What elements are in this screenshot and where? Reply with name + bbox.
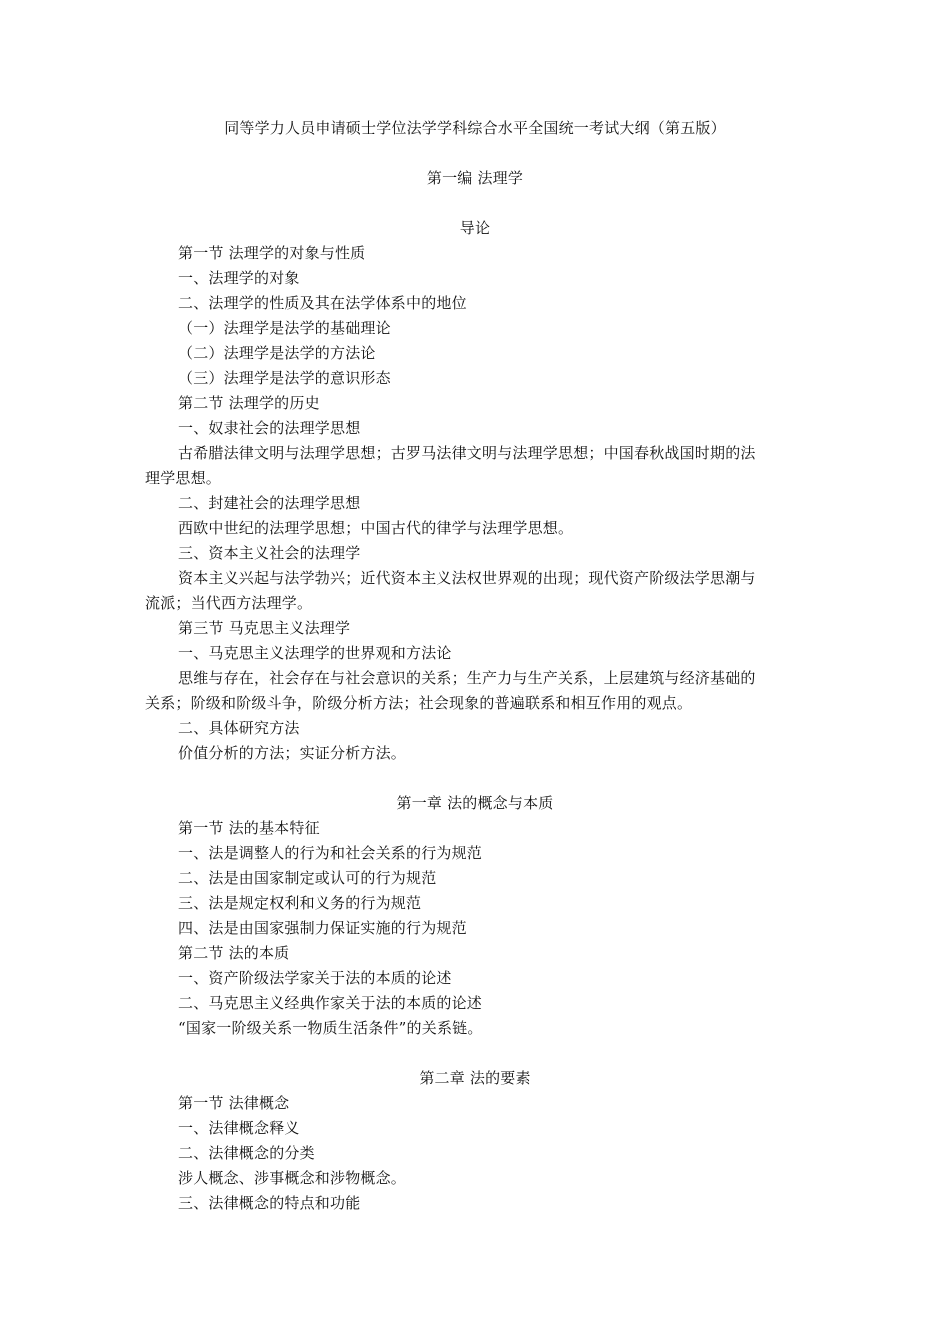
paragraph-line: 流派；当代西方法理学。 [145, 594, 313, 612]
section-title: 第二节 法的本质 [178, 944, 290, 962]
section-title: 第一节 法的基本特征 [178, 819, 320, 837]
section-title: 第一节 法律概念 [178, 1094, 290, 1112]
section-title: 第一节 法理学的对象与性质 [178, 244, 366, 262]
outline-item: 三、资本主义社会的法理学 [178, 544, 361, 562]
outline-subitem: （一）法理学是法学的基础理论 [178, 319, 391, 337]
section-title: 第二节 法理学的历史 [178, 394, 320, 412]
part-title: 第一编 法理学 [426, 169, 524, 187]
outline-item: 三、法律概念的特点和功能 [178, 1194, 361, 1212]
outline-item: 二、法理学的性质及其在法学体系中的地位 [178, 294, 467, 312]
outline-subitem: （三）法理学是法学的意识形态 [178, 369, 391, 387]
outline-item: 二、具体研究方法 [178, 719, 300, 737]
outline-item: 二、马克思主义经典作家关于法的本质的论述 [178, 994, 483, 1012]
paragraph-line: 价值分析的方法；实证分析方法。 [178, 744, 407, 762]
paragraph-line: 资本主义兴起与法学勃兴；近代资本主义法权世界观的出现；现代资产阶级法学思潮与 [178, 569, 756, 587]
outline-item: 一、法理学的对象 [178, 269, 300, 287]
outline-item: 二、法是由国家制定或认可的行为规范 [178, 869, 437, 887]
paragraph-line: 古希腊法律文明与法理学思想；古罗马法律文明与法理学思想；中国春秋战国时期的法 [178, 444, 756, 462]
paragraph-line: “国家一阶级关系一物质生活条件”的关系链。 [178, 1019, 483, 1037]
chapter-heading: 第一章 法的概念与本质 [396, 794, 554, 812]
outline-item: 三、法是规定权利和义务的行为规范 [178, 894, 422, 912]
outline-item: 一、法是调整人的行为和社会关系的行为规范 [178, 844, 483, 862]
intro-heading: 导论 [459, 219, 491, 237]
paragraph-line: 涉人概念、涉事概念和涉物概念。 [178, 1169, 407, 1187]
paragraph-line: 关系；阶级和阶级斗争，阶级分析方法；社会现象的普遍联系和相互作用的观点。 [145, 694, 693, 712]
section-title: 第三节 马克思主义法理学 [178, 619, 351, 637]
paragraph-line: 理学思想。 [145, 469, 222, 487]
document-title: 同等学力人员申请硕士学位法学学科综合水平全国统一考试大纲（第五版） [224, 119, 726, 137]
outline-subitem: （二）法理学是法学的方法论 [178, 344, 376, 362]
outline-item: 一、资产阶级法学家关于法的本质的论述 [178, 969, 452, 987]
outline-item: 四、法是由国家强制力保证实施的行为规范 [178, 919, 467, 937]
paragraph-line: 思维与存在，社会存在与社会意识的关系；生产力与生产关系，上层建筑与经济基础的 [178, 669, 756, 687]
outline-item: 一、马克思主义法理学的世界观和方法论 [178, 644, 452, 662]
outline-item: 一、奴隶社会的法理学思想 [178, 419, 361, 437]
outline-item: 二、法律概念的分类 [178, 1144, 315, 1162]
outline-item: 二、封建社会的法理学思想 [178, 494, 361, 512]
chapter-heading: 第二章 法的要素 [419, 1069, 531, 1087]
outline-item: 一、法律概念释义 [178, 1119, 300, 1137]
paragraph-line: 西欧中世纪的法理学思想；中国古代的律学与法理学思想。 [178, 519, 574, 537]
